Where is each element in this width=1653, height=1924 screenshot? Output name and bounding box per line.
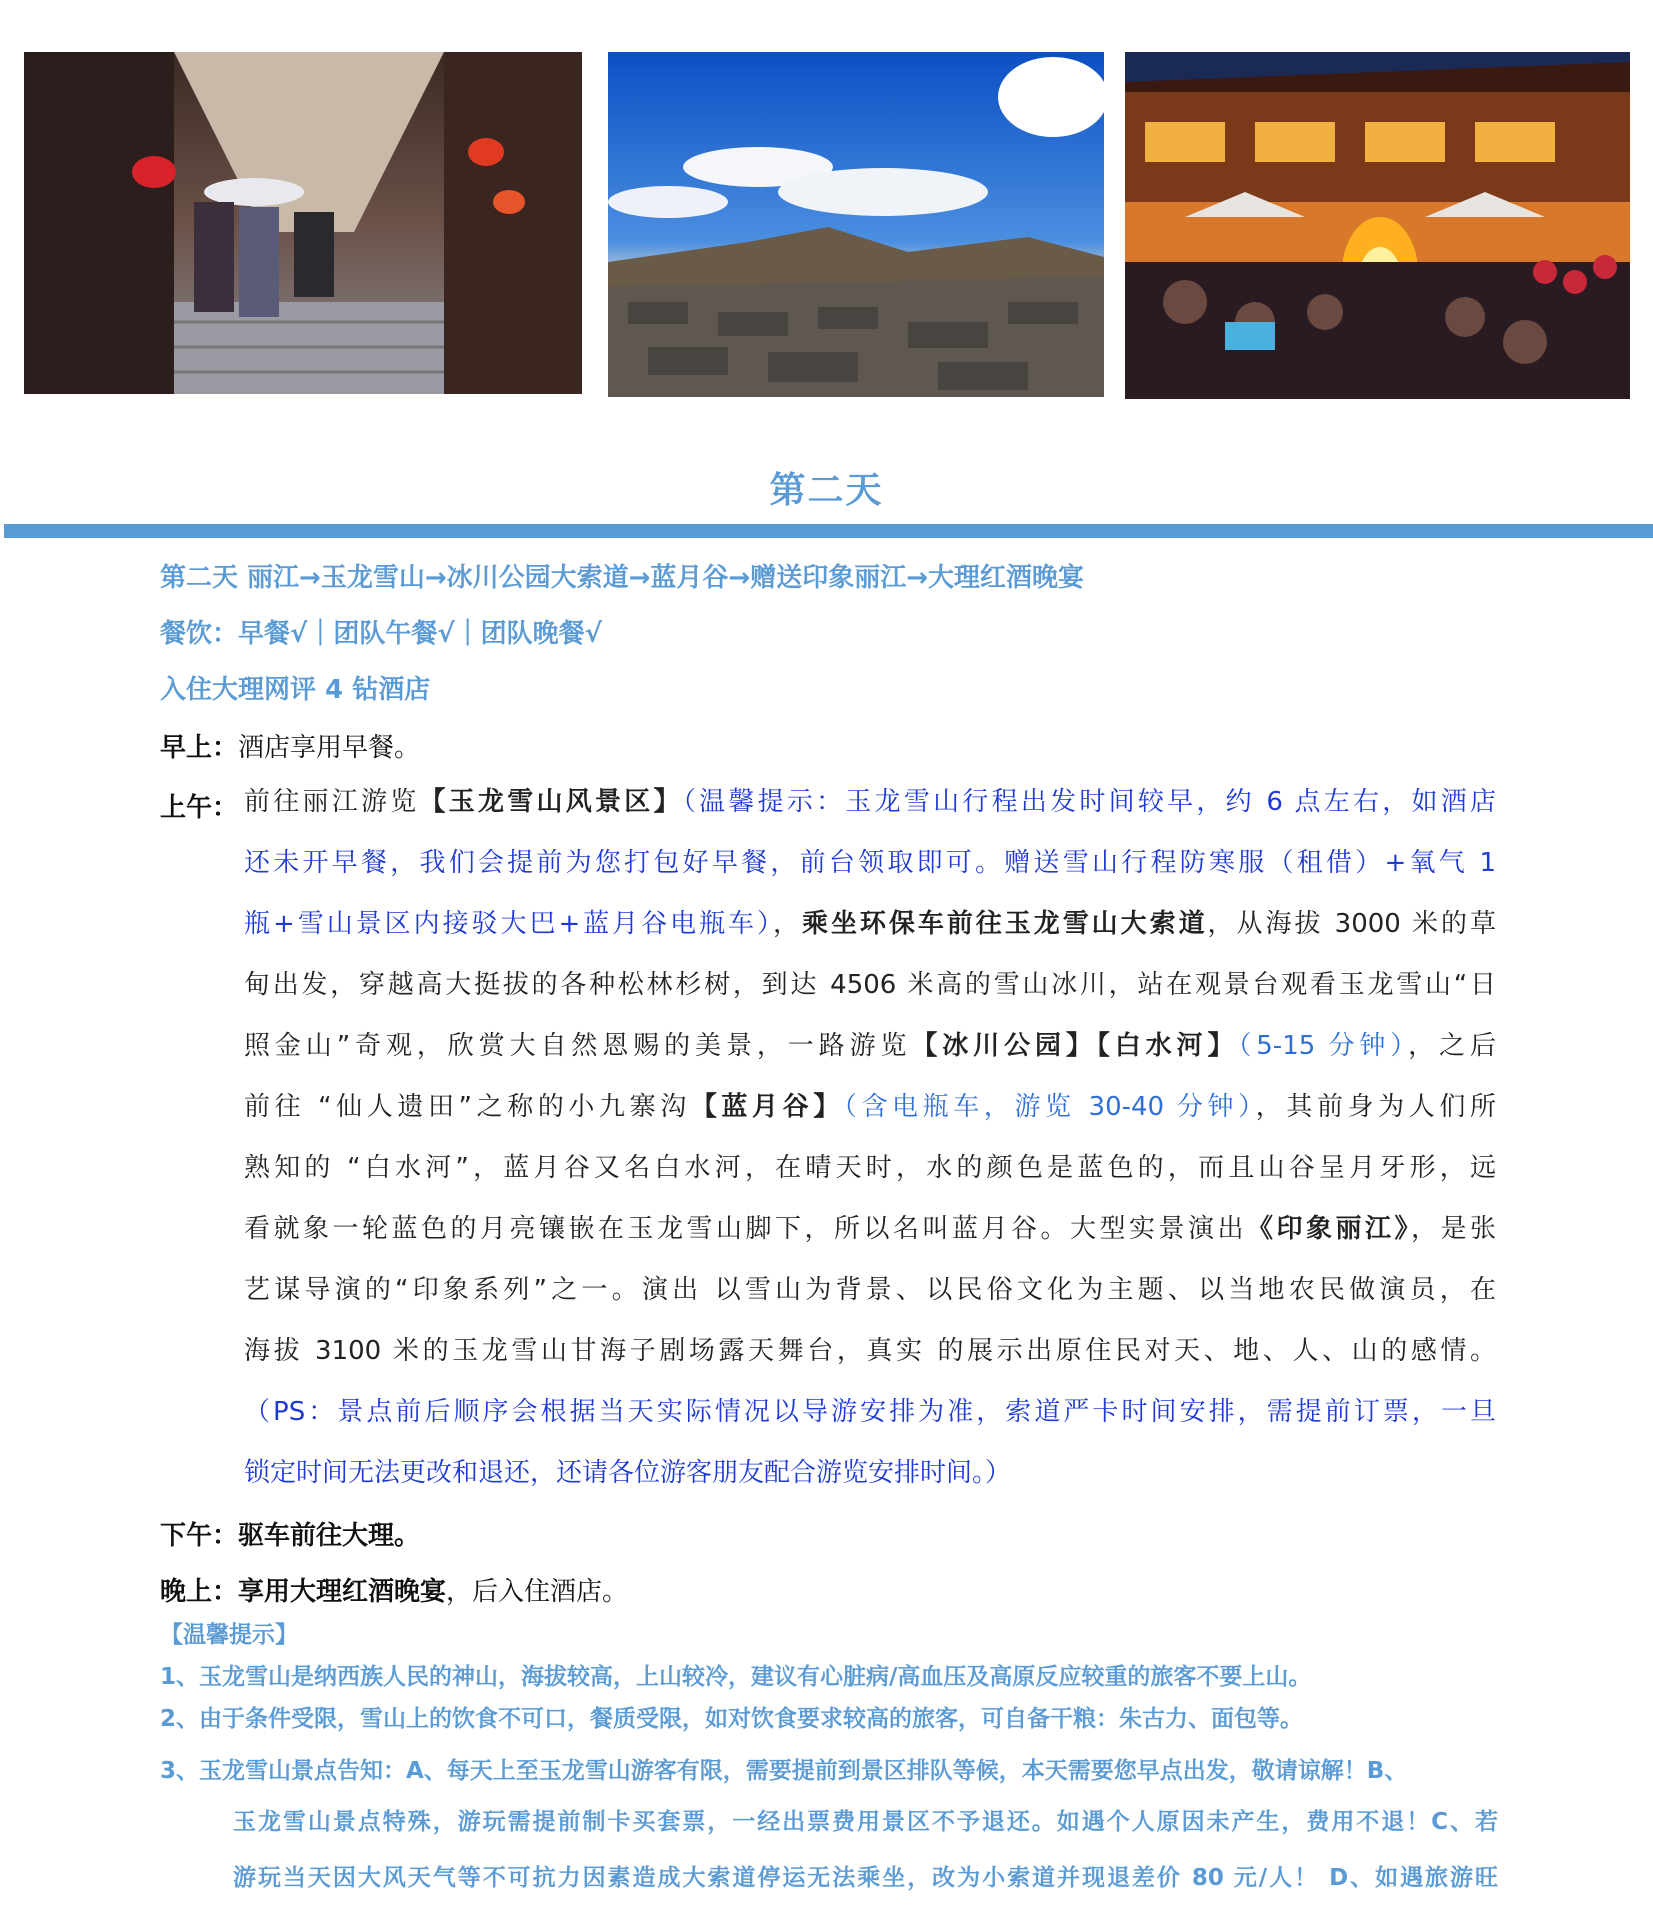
am-label: 上午： [160, 793, 239, 823]
am-row-10: 海拔 3100 米的玉龙雪山甘海子剧场露天舞台，真实 的展示出原住民对天、地、人、山的感情。 [244, 1336, 1496, 1366]
tip-3-row-2: 玉龙雪山景点特殊，游玩需提前制卡买套票，一经出票费用景区不予退还。如遇个人原因未产生，费用不退！C、若 [233, 1809, 1498, 1835]
day-route: 第二天 丽江→玉龙雪山→冰川公园大索道→蓝月谷→赠送印象丽江→大理红酒晚宴 [160, 563, 1084, 593]
pm-label: 下午： [160, 1521, 239, 1551]
tip-3-row-3: 游玩当天因大风天气等不可抗力因素造成大索道停运无法乘坐，改为小索道并现退差价 80 元/人！ D、如遇旅游旺 [233, 1865, 1498, 1891]
am-row-3: 瓶+雪山景区内接驳大巴+蓝月谷电瓶车），乘坐环保车前往玉龙雪山大索道，从海拔 3000 米的草 [244, 909, 1496, 939]
am-row-2: 还未开早餐，我们会提前为您打包好早餐，前台领取即可。赠送雪山行程防寒服（租借）+氧气 1 [244, 848, 1496, 878]
tip-2: 2、由于条件受限，雪山上的饮食不可口，餐质受限，如对饮食要求较高的旅客，可自备干粮：朱古力、面包等。 [160, 1706, 1304, 1732]
am-row-12: 锁定时间无法更改和退还，还请各位游客朋友配合游览安排时间。） [244, 1458, 1012, 1488]
day-title: 第二天 [769, 470, 884, 511]
day-hotel: 入住大理网评 4 钻酒店 [160, 675, 431, 705]
am-row-4: 甸出发，穿越高大挺拔的各种松林杉树，到达 4506 米高的雪山冰川，站在观景台观看玉龙雪山“日 [244, 970, 1496, 1000]
day-meals: 餐饮：早餐√｜团队午餐√｜团队晚餐√ [160, 619, 603, 649]
evening-dinner: 享用大理红酒晚宴 [238, 1577, 447, 1607]
morning-line [160, 727, 420, 764]
pm-text: 驱车前往大理。 [238, 1521, 421, 1551]
am-row-5: 照金山”奇观，欣赏大自然恩赐的美景，一路游览【冰川公园】【白水河】（5-15 分钟），之后 [244, 1031, 1496, 1061]
tip-1: 1、玉龙雪山是纳西族人民的神山，海拔较高，上山较冷，建议有心脏病/高血压及高原反应较重的旅客不要上山。 [160, 1664, 1312, 1690]
photo-bonfire-square [1125, 52, 1630, 399]
morning-label: 早上： [160, 733, 239, 763]
tip-3: 3、玉龙雪山景点告知：A、每天上至玉龙雪山游客有限，需要提前到景区排队等候，本天需要您早点出发，敬请谅解！B、 [160, 1758, 1408, 1784]
am-row-1: 前往丽江游览【玉龙雪山风景区】（温馨提示：玉龙雪山行程出发时间较早，约 6 点左右，如酒店 [244, 787, 1496, 817]
am-row-11: （PS：景点前后顺序会根据当天实际情况以导游安排为准，索道严卡时间安排，需提前订票，一旦 [244, 1397, 1496, 1427]
tips-title: 【温馨提示】 [160, 1622, 298, 1648]
am-row-7: 熟知的 “白水河”，蓝月谷又名白水河，在晴天时，水的颜色是蓝色的，而且山谷呈月牙形，远 [244, 1153, 1496, 1183]
tip-3-continued [233, 1794, 1498, 1906]
am-row-8: 看就象一轮蓝色的月亮镶嵌在玉龙雪山脚下，所以名叫蓝月谷。大型实景演出《印象丽江》，是张 [244, 1214, 1496, 1244]
am-description [244, 772, 1496, 1504]
am-row-9: 艺谋导演的“印象系列”之一。演出 以雪山为背景、以民俗文化为主题、以当地农民做演员，在 [244, 1275, 1496, 1305]
morning-text: 酒店享用早餐。 [238, 733, 421, 763]
evening-label: 晚上： [160, 1577, 239, 1607]
evening-line [160, 1571, 628, 1608]
title-divider [4, 524, 1653, 538]
am-row-6: 前往 “仙人遗田”之称的小九寨沟【蓝月谷】（含电瓶车，游览 30-40 分钟），其前身为人们所 [244, 1092, 1496, 1122]
photo-old-town-rooftops [608, 52, 1104, 397]
evening-text: ，后入住酒店。 [446, 1577, 629, 1607]
pm-line [160, 1515, 420, 1552]
photo-old-town-alley [24, 52, 582, 394]
